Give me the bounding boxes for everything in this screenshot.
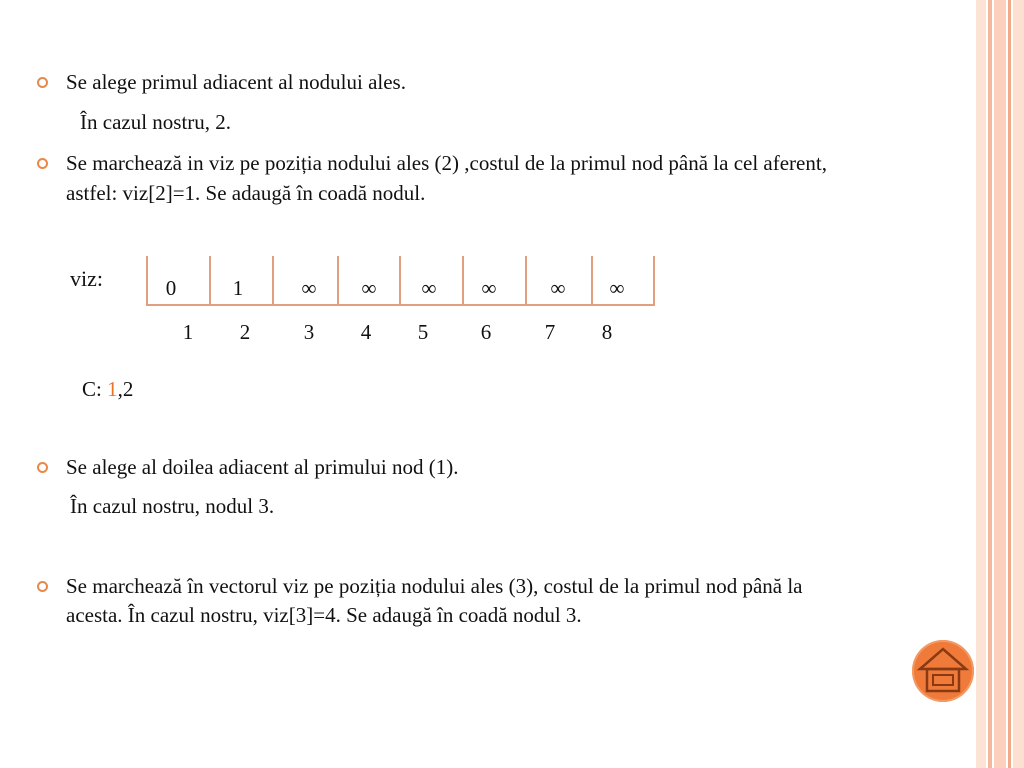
queue-prefix: C:	[82, 377, 108, 401]
queue-rest: ,2	[117, 377, 134, 401]
circle-bullet-icon	[37, 462, 48, 473]
array-label: viz:	[70, 266, 103, 291]
bullet-1-line-2: În cazul nostru, 2.	[80, 110, 232, 134]
array-cell-value: ∞	[361, 276, 377, 300]
bullet-3-line-1: Se alege al doilea adiacent al primului nod (1).	[66, 455, 459, 479]
array-index: 3	[303, 320, 315, 344]
decorative-stripes	[976, 0, 1024, 768]
array-index: 5	[417, 320, 429, 344]
array-cell-border	[591, 256, 593, 306]
array-cell-border	[209, 256, 211, 306]
array-cell-value: ∞	[481, 276, 497, 300]
home-icon	[912, 640, 974, 702]
stripe	[1008, 0, 1011, 768]
bullet-3-line-2: În cazul nostru, nodul 3.	[70, 494, 275, 518]
array-index: 6	[480, 320, 492, 344]
array-cell-border	[462, 256, 464, 306]
array-cell-value: ∞	[609, 276, 625, 300]
array-cell-border	[337, 256, 339, 306]
array-cell-value: ∞	[550, 276, 566, 300]
array-cell-border	[653, 256, 655, 306]
array-cell-value: ∞	[301, 276, 317, 300]
array-cell-border	[525, 256, 527, 306]
bullet-1-line-1: Se alege primul adiacent al nodului ales.	[66, 70, 406, 94]
circle-bullet-icon	[37, 158, 48, 169]
bullet-4-line-1: Se marchează în vectorul viz pe poziția nodului ales (3), costul de la primul nod până la	[66, 574, 803, 598]
stripe	[1013, 0, 1024, 768]
array-index: 8	[601, 320, 613, 344]
array-cell-border	[272, 256, 274, 306]
array-index: 2	[239, 320, 251, 344]
queue-line	[82, 377, 133, 402]
bullet-4-line-2: acesta. În cazul nostru, viz[3]=4. Se adaugă în coadă nodul 3.	[66, 603, 582, 627]
array-index: 4	[360, 320, 372, 344]
circle-bullet-icon	[37, 77, 48, 88]
array-cell-value: ∞	[421, 276, 437, 300]
array-cell-border	[399, 256, 401, 306]
circle-bullet-icon	[37, 581, 48, 592]
home-button[interactable]	[912, 640, 974, 702]
array-cell-border	[146, 256, 148, 306]
array-index: 7	[544, 320, 556, 344]
array-cell-value: 0	[165, 276, 177, 300]
bullet-2-line-1: Se marchează in viz pe poziția nodului ales (2) ,costul de la primul nod până la cel aferent,	[66, 151, 827, 175]
stripe	[976, 0, 986, 768]
array-cell-value: 1	[232, 276, 244, 300]
stripe	[988, 0, 992, 768]
stripe	[994, 0, 1006, 768]
queue-highlight: 1	[107, 377, 118, 401]
array-index: 1	[182, 320, 194, 344]
bullet-2-line-2: astfel: viz[2]=1. Se adaugă în coadă nodul.	[66, 181, 426, 205]
